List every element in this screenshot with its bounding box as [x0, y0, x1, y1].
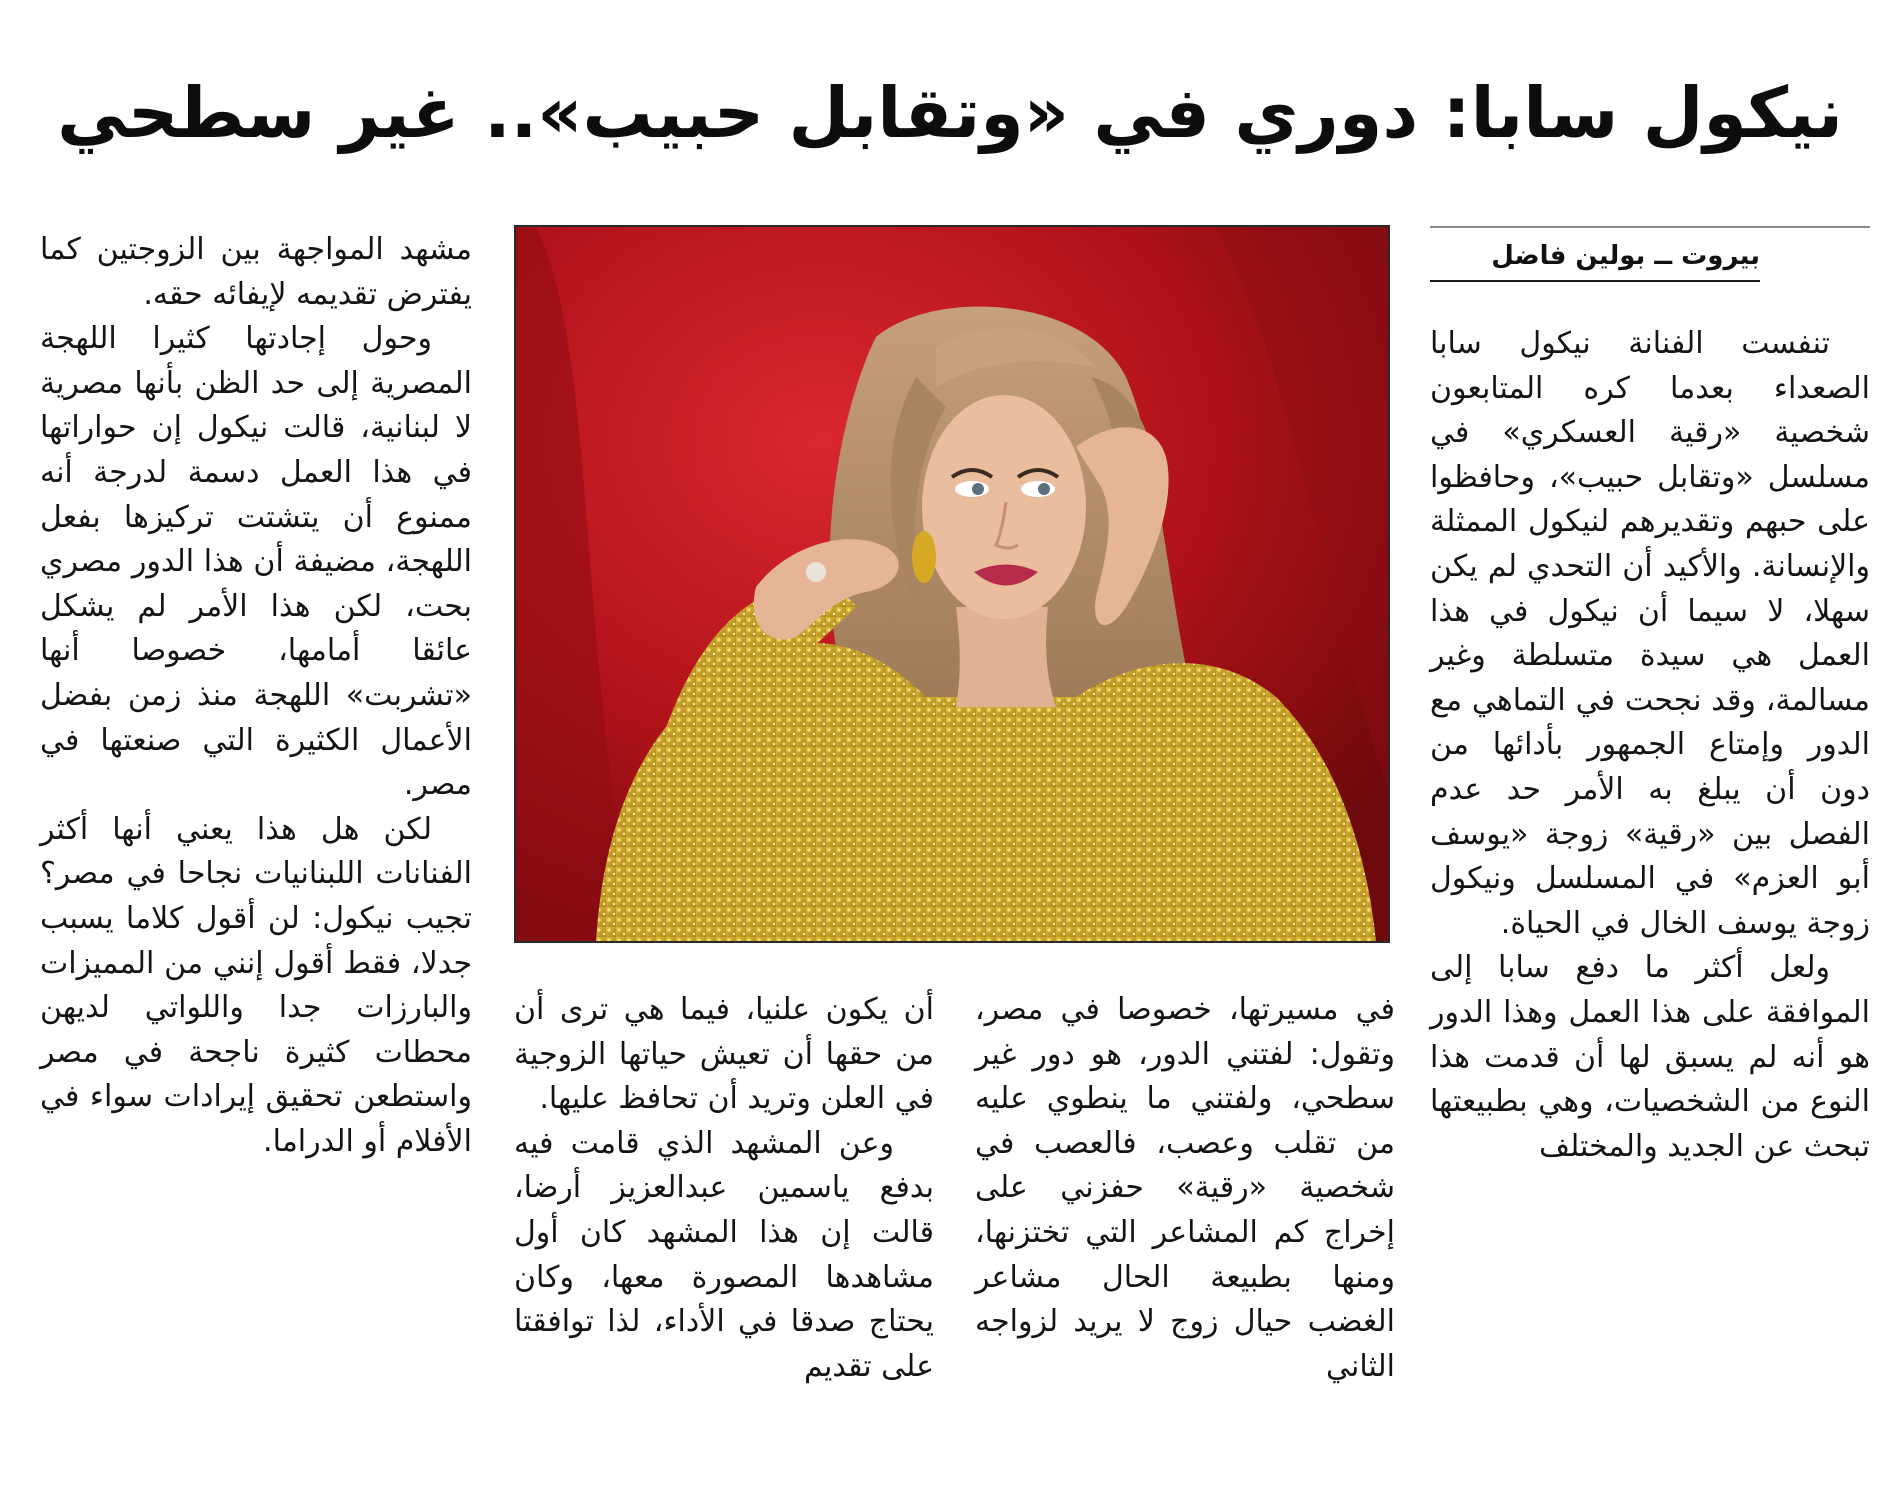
article-column-mid-left	[514, 988, 934, 1389]
byline-rule	[1430, 226, 1870, 228]
neck	[956, 607, 1056, 707]
byline: بيروت ــ بولين فاضل	[1430, 236, 1760, 282]
paragraph: أن يكون علنيا، فيما هي ترى أن من حقها أن تعيش حياتها الزوجية في العلن وتريد أن تحافظ عليها.	[514, 992, 934, 1117]
paragraph: وحول إجادتها كثيرا اللهجة المصرية إلى حد الظن بأنها مصرية لا لبنانية، قالت نيكول إن حواراتها في هذا العمل دسمة لدرجة أنه ممنوع أن يتشتت تركيزها بفعل اللهجة، مضيفة أن هذا الدور مصري بحت، لكن هذا الأمر لم يشكل عائقا أمامها، خصوصا أنها «تشربت» اللهجة منذ زمن بفضل الأعمال الكثيرة التي صنعتها في مصر.	[40, 321, 472, 803]
paragraph: ولعل أكثر ما دفع سابا إلى الموافقة على هذا العمل وهذا الدور هو أنه لم يسبق لها أن قدمت هذا النوع من الشخصيات، وهي بطبيعتها تبحث عن الجديد والمختلف	[1430, 950, 1870, 1164]
paragraph: في مسيرتها، خصوصا في مصر، وتقول: لفتني الدور، هو دور غير سطحي، ولفتني ما ينطوي عليه من تقلب وعصب، فالعصب في شخصية «رقية» حفزني على إخراج كم المشاعر التي تختزنها، ومنها بطبيعة الحال مشاعر الغضب حيال زوج لا يريد لزواجه الثاني	[975, 992, 1395, 1384]
article-column-right	[1430, 322, 1870, 1169]
article-column-mid-right	[975, 988, 1395, 1389]
ring	[806, 562, 826, 582]
paragraph: تنفست الفنانة نيكول سابا الصعداء بعدما كره المتابعون شخصية «رقية العسكري» في مسلسل «وتقابل حبيب»، وحافظوا على حبهم وتقديرهم لنيكول الممثلة والإنسانة. والأكيد أن التحدي لم يكن سهلا، لا سيما أن نيكول في هذا العمل هي سيدة متسلطة وغير مسالمة، وقد نجحت في التماهي مع الدور وإمتاع الجمهور بأدائها من دون أن يبلغ به الأمر حد عدم الفصل بين «رقية» زوجة «يوسف أبو العزم» في المسلسل ونيكول زوجة يوسف الخال في الحياة.	[1430, 326, 1870, 941]
portrait-illustration	[516, 227, 1388, 941]
paragraph: لكن هل هذا يعني أنها أكثر الفنانات اللبنانيات نجاحا في مصر؟ تجيب نيكول: لن أقول كلاما يسبب جدلا، فقط أقول إنني من المميزات والبارزات جدا واللواتي لديهن محطات كثيرة ناجحة في مصر واستطعن تحقيق إيرادات سواء في الأفلام أو الدراما.	[40, 811, 472, 1159]
paragraph: وعن المشهد الذي قامت فيه بدفع ياسمين عبدالعزيز أرضا، قالت إن هذا المشهد كان أول مشاهدها المصورة معها، وكان يحتاج صدقا في الأداء، لذا توافقتا على تقديم	[514, 1125, 934, 1384]
earring	[912, 531, 936, 583]
paragraph: مشهد المواجهة بين الزوجتين كما يفترض تقديمه لإيفائه حقه.	[40, 232, 472, 312]
headline: نيكول سابا: دوري في «وتقابل حبيب».. غير سطحي	[57, 72, 1843, 154]
portrait-photo	[514, 225, 1390, 943]
article-column-left	[40, 228, 472, 1164]
